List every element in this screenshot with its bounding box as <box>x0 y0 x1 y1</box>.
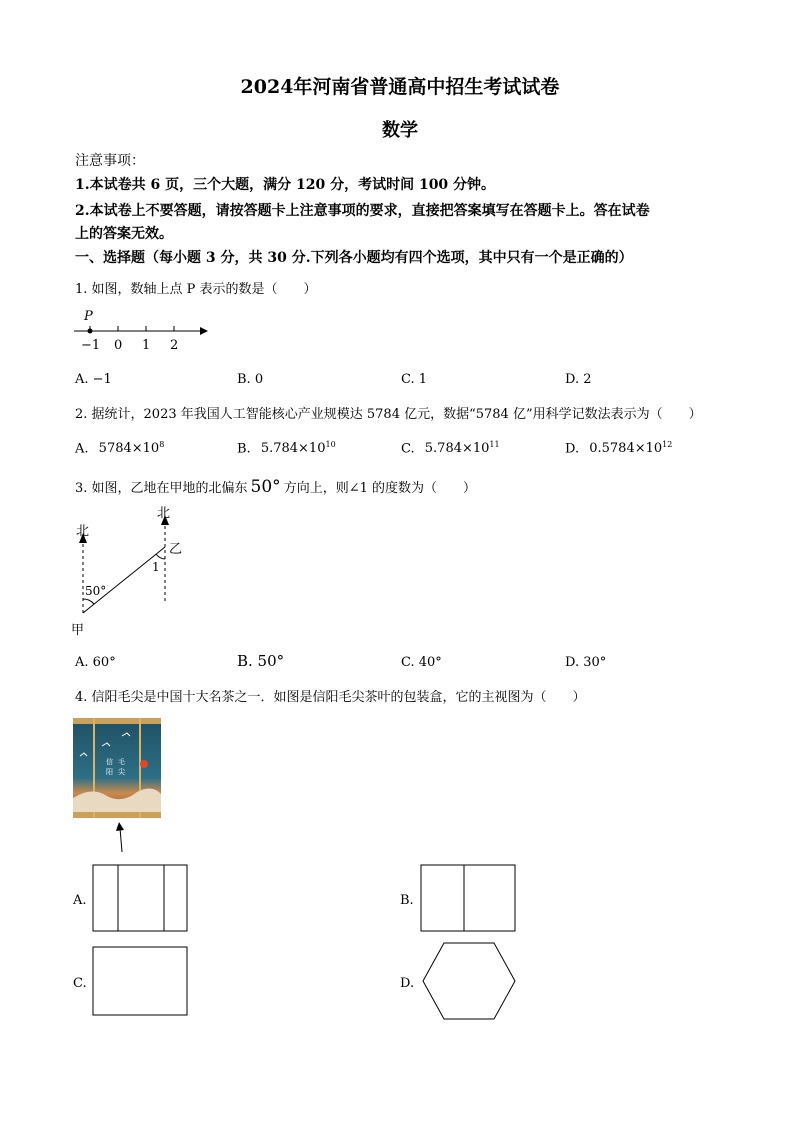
q2-option-c-letter: C. <box>401 441 415 457</box>
tea-box-char-3: 毛 <box>118 758 125 766</box>
q3-option-c[interactable]: C. 40° <box>401 655 442 670</box>
angle-1-label: 1 <box>152 560 160 574</box>
q2-option-c-mantissa: 5.784×10 <box>424 441 490 457</box>
q2-option-d-letter: D. <box>565 441 580 457</box>
tea-box-char-4: 尖 <box>118 768 125 776</box>
q2-option-a[interactable] <box>75 440 164 456</box>
question-1-text: 1. 如图，数轴上点 P 表示的数是（ ） <box>75 282 317 297</box>
q3-option-d[interactable]: D. 30° <box>565 655 607 670</box>
q2-option-a-exponent: 8 <box>159 440 165 449</box>
q4-option-c-figure[interactable] <box>92 946 190 1018</box>
angle-50-label: 50° <box>85 584 107 598</box>
tick-label-neg1: −1 <box>81 338 101 353</box>
q4-option-b-figure[interactable] <box>420 864 518 934</box>
q1-option-b[interactable]: B. 0 <box>237 372 264 387</box>
notes-line-2a: 2.本试卷上不要答题，请按答题卡上注意事项的要求，直接把答案填写在答题卡上。答在试卷 <box>75 203 650 219</box>
q3-angle: 50° <box>250 477 281 497</box>
q2-option-b[interactable] <box>237 440 336 456</box>
q4-option-d-figure[interactable] <box>420 941 518 1023</box>
q4-option-a-figure[interactable] <box>92 864 190 934</box>
tick-label-1: 1 <box>142 338 151 353</box>
tea-box-char-1: 信 <box>106 758 113 766</box>
notes-line-1: 1.本试卷共 6 页，三个大题，满分 120 分，考试时间 100 分钟。 <box>75 177 496 193</box>
q2-option-b-letter: B. <box>237 441 251 457</box>
q2-option-c[interactable] <box>401 440 500 456</box>
q3-text-b: 方向上，则∠1 的度数为（ ） <box>283 481 476 496</box>
q2-option-c-exponent: 11 <box>489 440 500 449</box>
q4-option-b-label: B. <box>400 893 414 908</box>
point-p-dot <box>88 329 93 334</box>
q2-option-d-exponent: 12 <box>662 440 673 449</box>
q2-option-d-mantissa: 0.5784×10 <box>589 441 663 457</box>
q1-option-c[interactable]: C. 1 <box>401 372 428 387</box>
q1-option-a[interactable]: A. −1 <box>75 372 112 387</box>
point-b-label: 乙 <box>169 542 183 557</box>
exam-title: 2024年河南省普通高中招生考试试卷 <box>240 76 560 98</box>
question-3-text <box>75 477 476 497</box>
exam-subject: 数学 <box>382 120 418 141</box>
q3-option-a[interactable]: A. 60° <box>75 655 116 670</box>
point-a-label: 甲 <box>71 623 85 638</box>
q3-text-a: 3. 如图，乙地在甲地的北偏东 <box>75 481 248 496</box>
question-4-text: 4. 信阳毛尖是中国十大名茶之一．如图是信阳毛尖茶叶的包装盒，它的主视图为（ ） <box>75 690 586 705</box>
q4-option-a-label: A. <box>73 893 87 908</box>
tea-box-char-2: 阳 <box>106 768 113 776</box>
q2-option-b-exponent: 10 <box>325 440 336 449</box>
q2-option-a-letter: A. <box>75 441 89 457</box>
q4-option-c-label: C. <box>73 976 87 991</box>
notes-heading: 注意事项： <box>75 153 145 169</box>
section-heading: 一、选择题（每小题 3 分，共 30 分.下列各小题均有四个选项，其中只有一个是正确的） <box>75 250 633 266</box>
q1-option-d[interactable]: D. 2 <box>565 372 592 387</box>
north-label-left: 北 <box>76 524 90 539</box>
direction-figure <box>68 503 198 643</box>
tick-label-0: 0 <box>114 338 123 353</box>
q3-option-b[interactable]: B. 50° <box>237 652 285 670</box>
north-label-right: 北 <box>157 506 171 521</box>
tea-box-image <box>72 716 162 822</box>
tick-label-2: 2 <box>170 338 179 353</box>
q2-option-b-mantissa: 5.784×10 <box>260 441 326 457</box>
notes-line-2b: 上的答案无效。 <box>75 226 173 242</box>
q2-option-a-mantissa: 5784×10 <box>98 441 160 457</box>
q4-option-d-label: D. <box>400 976 415 991</box>
q2-option-d[interactable] <box>565 440 672 456</box>
view-direction-arrow <box>112 822 132 854</box>
question-2-text: 2. 据统计，2023 年我国人工智能核心产业规模达 5784 亿元，数据“5784 亿”用科学记数法表示为（ ） <box>75 407 702 422</box>
point-p-label: P <box>84 309 93 324</box>
number-line-figure <box>70 305 210 357</box>
